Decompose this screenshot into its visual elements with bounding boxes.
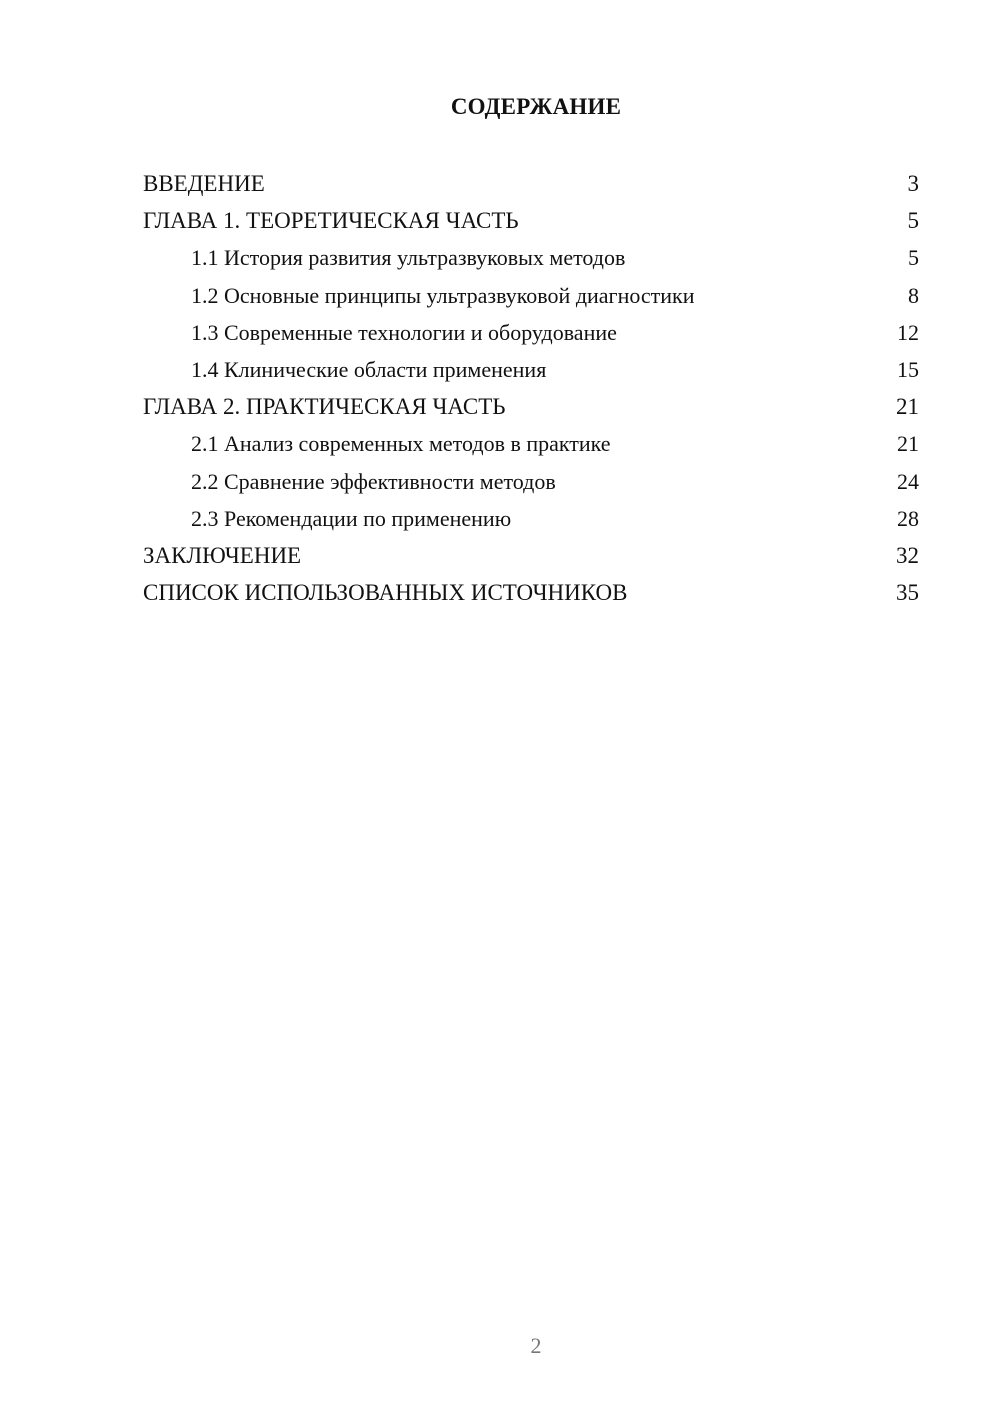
toc-entry-label: ГЛАВА 2. ПРАКТИЧЕСКАЯ ЧАСТЬ: [143, 394, 506, 420]
toc-entry-label: ЗАКЛЮЧЕНИЕ: [143, 542, 302, 568]
toc-entry-label: 1.2 Основные принципы ультразвуковой диагностики: [191, 282, 695, 308]
table-of-contents: [143, 165, 919, 611]
toc-entry-page: 5: [908, 245, 919, 271]
toc-entry-section-1-1: [143, 239, 919, 276]
toc-entry-references: [143, 574, 919, 611]
toc-entry-label: 1.4 Клинические области применения: [191, 356, 547, 382]
toc-entry-page: 12: [897, 319, 919, 345]
toc-entry-conclusion: [143, 537, 919, 574]
toc-entry-section-1-3: [143, 314, 919, 351]
toc-entry-page: 28: [897, 505, 919, 531]
toc-entry-section-1-2: [143, 277, 919, 314]
toc-entry-label: 1.1 История развития ультразвуковых методов: [191, 245, 626, 271]
toc-entry-label: СПИСОК ИСПОЛЬЗОВАННЫХ ИСТОЧНИКОВ: [143, 580, 628, 606]
toc-entry-section-2-3: [143, 500, 919, 537]
toc-entry-label: 2.3 Рекомендации по применению: [191, 505, 512, 531]
toc-entry-page: 8: [908, 282, 919, 308]
toc-entry-label: 1.3 Современные технологии и оборудование: [191, 319, 617, 345]
toc-entry-introduction: [143, 165, 919, 202]
page-number: 2: [530, 1333, 542, 1358]
toc-entry-label: ГЛАВА 1. ТЕОРЕТИЧЕСКАЯ ЧАСТЬ: [143, 208, 519, 234]
toc-entry-chapter-2: [143, 388, 919, 425]
toc-entry-page: 21: [896, 394, 919, 420]
toc-entry-page: 5: [907, 208, 919, 234]
toc-title: СОДЕРЖАНИЕ: [450, 94, 622, 119]
toc-entry-page: 32: [896, 542, 919, 568]
toc-entry-section-1-4: [143, 351, 919, 388]
toc-entry-label: ВВЕДЕНИЕ: [143, 171, 265, 196]
toc-entry-label: 2.1 Анализ современных методов в практике: [191, 431, 611, 457]
toc-entry-section-2-2: [143, 463, 919, 500]
toc-entry-section-2-1: [143, 425, 919, 462]
toc-entry-page: 21: [897, 431, 919, 457]
toc-entry-chapter-1: [143, 202, 919, 239]
toc-entry-label: 2.2 Сравнение эффективности методов: [191, 468, 556, 494]
toc-entry-page: 24: [897, 468, 919, 494]
toc-entry-page: 15: [897, 356, 919, 382]
toc-entry-page: 35: [896, 580, 919, 606]
toc-entry-page: 3: [907, 171, 919, 196]
